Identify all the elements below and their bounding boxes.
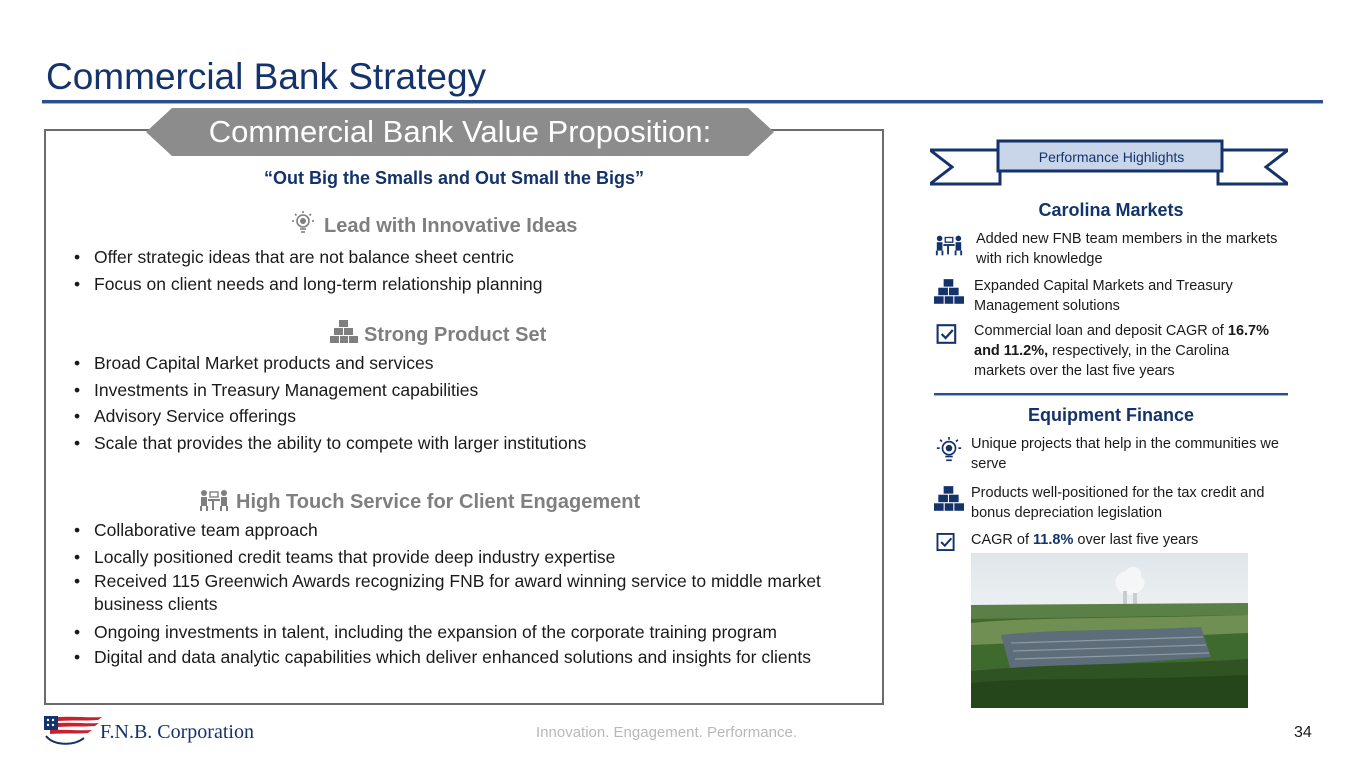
carolina-item-text: Added new FNB team members in the markets with rich knowledge	[976, 231, 1278, 267]
list-item: • Locally positioned credit teams that provide deep industry expertise	[72, 544, 872, 571]
list-item: • Offer strategic ideas that are not balance sheet centric	[72, 244, 542, 271]
blocks-icon	[330, 319, 358, 351]
list-item: • Ongoing investments in talent, including the expansion of the corporate training program	[72, 619, 872, 646]
carolina-item-text: Commercial loan and deposit CAGR of 16.7% and 11.2%, respectively, in the Carolina markets over the last five years	[974, 323, 1269, 379]
blocks-icon	[934, 278, 964, 306]
high-touch-list	[72, 517, 872, 669]
page-title: Commercial Bank Strategy	[46, 56, 487, 97]
page-number: 34	[1294, 724, 1312, 741]
title-divider	[42, 100, 1323, 104]
value-proposition-banner	[146, 108, 774, 156]
carolina-item-text: Expanded Capital Markets and Treasury Management solutions	[974, 278, 1233, 314]
lightbulb-icon	[288, 210, 318, 242]
tagline: “Out Big the Smalls and Out Small the Bigs”	[263, 168, 645, 188]
lightbulb-icon	[934, 436, 964, 464]
solar-farm-photo	[971, 553, 1248, 708]
banner-title: Commercial Bank Value Proposition:	[208, 114, 712, 149]
equipment-item-text: CAGR of 11.8% over last five years	[971, 532, 1199, 548]
equipment-item-text: Unique projects that help in the communities we serve	[971, 436, 1279, 472]
blocks-icon	[934, 485, 964, 513]
list-item: • Collaborative team approach	[72, 517, 872, 544]
equipment-finance-heading: Equipment Finance	[1027, 405, 1195, 425]
section-divider	[934, 393, 1288, 396]
meeting-icon	[198, 488, 230, 518]
ribbon-label: Performance Highlights	[1038, 149, 1185, 165]
product-set-list	[72, 350, 586, 456]
carolina-markets-heading: Carolina Markets	[1038, 200, 1184, 220]
footer-tagline: Innovation. Engagement. Performance.	[536, 724, 797, 741]
section-heading-high-touch	[198, 488, 640, 518]
meeting-icon	[934, 231, 964, 259]
carolina-item-cagr	[934, 321, 1288, 381]
fnb-logo-text: F.N.B. Corporation	[100, 721, 254, 743]
checkbox-icon	[936, 322, 960, 346]
equipment-item-text: Products well-positioned for the tax credit and bonus depreciation legislation	[971, 485, 1265, 521]
section-heading-label: Lead with Innovative Ideas	[324, 215, 578, 237]
section-heading-label: High Touch Service for Client Engagement	[236, 491, 641, 513]
fnb-logo-flag	[44, 716, 104, 746]
list-item: • Investments in Treasury Management capabilities	[72, 377, 586, 404]
section-heading-innovative-ideas	[288, 210, 577, 242]
list-item: • Broad Capital Market products and services	[72, 350, 586, 377]
list-item: • Scale that provides the ability to compete with larger institutions	[72, 430, 586, 457]
carolina-item-team	[934, 229, 1288, 271]
list-item: • Advisory Service offerings	[72, 403, 586, 430]
list-item: • Received 115 Greenwich Awards recognizing FNB for award winning service to middle market business clients	[72, 570, 872, 619]
carolina-item-solutions	[934, 276, 1288, 318]
equipment-item-projects	[934, 434, 1288, 476]
section-heading-product-set	[330, 319, 546, 351]
checkbox-icon	[936, 531, 958, 553]
equipment-item-cagr	[934, 530, 1288, 552]
section-heading-label: Strong Product Set	[364, 324, 547, 346]
list-item: • Focus on client needs and long-term relationship planning	[72, 271, 542, 298]
innovative-ideas-list	[72, 244, 542, 297]
equipment-item-products	[934, 483, 1288, 525]
list-item: • Digital and data analytic capabilities which deliver enhanced solutions and insights for clients	[72, 646, 872, 669]
